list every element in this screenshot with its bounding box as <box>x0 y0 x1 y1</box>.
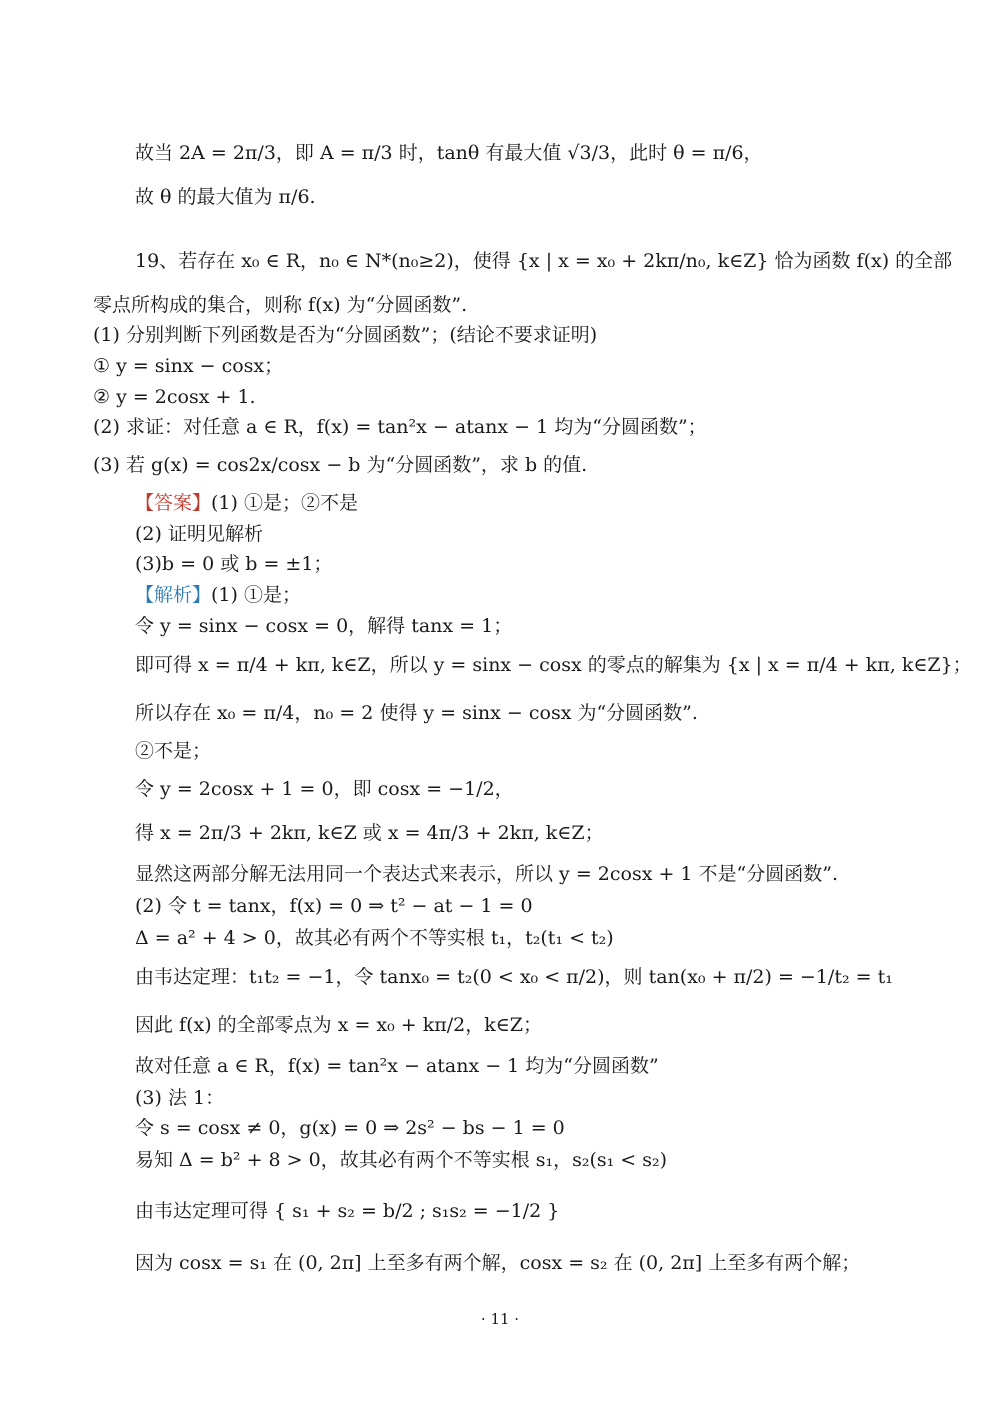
answer-line <box>135 490 358 516</box>
line: (3) 若 g(x) = cos2x/cosx − b 为“分圆函数”，求 b 的值. <box>93 454 588 476</box>
answer-text: (1) ①是；②不是 <box>211 492 358 514</box>
line: 令 s = cosx ≠ 0，g(x) = 0 ⇒ 2s² − bs − 1 = 0 <box>135 1117 565 1139</box>
line: 零点所构成的集合，则称 f(x) 为“分圆函数”. <box>93 294 468 316</box>
line: 令 y = sinx − cosx = 0，解得 tanx = 1； <box>135 615 513 637</box>
analysis-text: (1) ①是； <box>211 584 301 606</box>
line: (3)b = 0 或 b = ±1； <box>135 553 333 575</box>
problem-19-title: 19、若存在 x₀ ∈ R，n₀ ∈ N*(n₀≥2)，使得 {x | x = x₀ + 2kπ/n₀, k∈Z} 恰为函数 f(x) 的全部 <box>135 250 953 272</box>
line: 由韦达定理可得 { s₁ + s₂ = b/2 ; s₁s₂ = −1/2 } <box>135 1200 560 1222</box>
answer-tag: 【答案】 <box>135 492 212 514</box>
line: 故对任意 a ∈ R，f(x) = tan²x − atanx − 1 均为“分圆函数” <box>135 1055 659 1077</box>
line: 所以存在 x₀ = π/4，n₀ = 2 使得 y = sinx − cosx 为“分圆函数”. <box>135 702 698 724</box>
line: Δ = a² + 4 > 0，故其必有两个不等实根 t₁，t₂(t₁ < t₂) <box>135 927 614 949</box>
analysis-tag: 【解析】 <box>135 584 212 606</box>
line: 令 y = 2cosx + 1 = 0，即 cosx = −1/2， <box>135 778 514 800</box>
line: 显然这两部分解无法用同一个表达式来表示，所以 y = 2cosx + 1 不是“分圆函数”. <box>135 863 839 885</box>
line: (2) 令 t = tanx，f(x) = 0 ⇒ t² − at − 1 = 0 <box>135 895 533 917</box>
line: (2) 证明见解析 <box>135 523 263 545</box>
line: 因为 cosx = s₁ 在 (0, 2π] 上至多有两个解，cosx = s₂ 在 (0, 2π] 上至多有两个解； <box>135 1252 861 1274</box>
line: (2) 求证：对任意 a ∈ R，f(x) = tan²x − atanx − 1 均为“分圆函数”； <box>93 416 707 438</box>
page-number: · 11 · <box>480 1310 520 1328</box>
line: 由韦达定理：t₁t₂ = −1，令 tanx₀ = t₂(0 < x₀ < π/2)，则 tan(x₀ + π/2) = −1/t₂ = t₁ <box>135 966 893 988</box>
line: ① y = sinx − cosx； <box>93 355 284 377</box>
line: 因此 f(x) 的全部零点为 x = x₀ + kπ/2，k∈Z； <box>135 1014 543 1036</box>
line: 易知 Δ = b² + 8 > 0，故其必有两个不等实根 s₁，s₂(s₁ < s₂) <box>135 1149 668 1171</box>
line: ②不是； <box>135 740 212 762</box>
line: (1) 分别判断下列函数是否为“分圆函数”；(结论不要求证明) <box>93 324 598 346</box>
line: ② y = 2cosx + 1. <box>93 386 256 408</box>
line: (3) 法 1： <box>135 1087 225 1109</box>
line: 故当 2A = 2π/3，即 A = π/3 时，tanθ 有最大值 √3/3，此时 θ = π/6， <box>135 142 763 164</box>
analysis-line <box>135 582 301 608</box>
line: 得 x = 2π/3 + 2kπ, k∈Z 或 x = 4π/3 + 2kπ, k∈Z； <box>135 822 604 844</box>
line: 故 θ 的最大值为 π/6. <box>135 186 316 208</box>
line: 即可得 x = π/4 + kπ, k∈Z，所以 y = sinx − cosx 的零点的解集为 {x | x = π/4 + kπ, k∈Z}； <box>135 654 972 676</box>
